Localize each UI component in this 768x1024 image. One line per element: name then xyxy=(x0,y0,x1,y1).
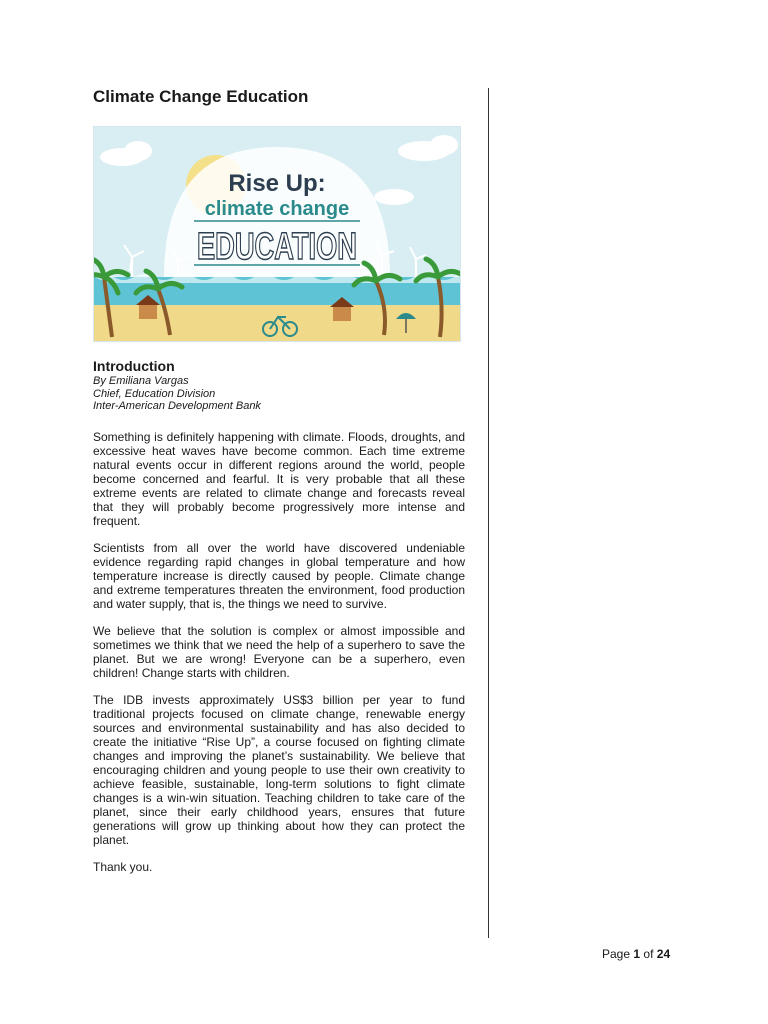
page-of-word: of xyxy=(643,947,654,961)
page-current: 1 xyxy=(633,947,641,961)
rise-up-banner-image xyxy=(93,126,461,342)
paragraph: We believe that the solution is complex or almost impossible and sometimes we think that we need the help of a superhero to save the planet. But we are wrong! Everyone can be a superhero, even children! Change starts with children. xyxy=(93,624,465,680)
closing-paragraph: Thank you. xyxy=(93,860,153,874)
banner-title-line3: EDUCATION xyxy=(197,226,357,268)
byline-organization: Inter-American Development Bank xyxy=(93,400,261,412)
introduction-body xyxy=(93,430,465,887)
document-title: Climate Change Education xyxy=(93,87,309,106)
paragraph: The IDB invests approximately US$3 billion per year to fund traditional projects focused on climate change, renewable energy sources and environmental sustainability and has also decided to create the initiative “Rise Up”, a course focused on fighting climate changes and improving the planet’s sustainability. We believe that encouraging children and young people to use their own creativity to achieve feasible, sustainable, long-term solutions to fight climate changes is a win-win situation. Teaching children to take care of the planet, since their early childhood years, ensures that future generations will grow up thinking about how they can protect the planet. xyxy=(93,693,465,847)
byline xyxy=(93,375,261,413)
column-divider xyxy=(488,88,489,938)
paragraph: Something is definitely happening with climate. Floods, droughts, and excessive heat waves have become common. Each time extreme natural events occur in different regions around the world, people become concerned and fearful. It is very probable that all these extreme events are related to climate change and forecasts reveal that they will probably become progressively more intense and frequent. xyxy=(93,430,465,528)
byline-role: Chief, Education Division xyxy=(93,387,216,400)
page-number xyxy=(602,947,670,961)
paragraph: Scientists from all over the world have discovered undeniable evidence regarding rapid changes in global temperature and how temperature increase is directly caused by people. Climate change and extreme temperatures threaten the environment, food production and water supply, that is, the things we need to survive. xyxy=(93,541,465,611)
page-total: 24 xyxy=(656,947,671,961)
page-word: Page xyxy=(602,947,631,961)
banner-title-line1: Rise Up: xyxy=(228,170,326,197)
byline-author: By Emiliana Vargas xyxy=(93,375,189,387)
introduction-heading: Introduction xyxy=(93,358,175,374)
banner-title-line2: climate change xyxy=(204,198,350,220)
